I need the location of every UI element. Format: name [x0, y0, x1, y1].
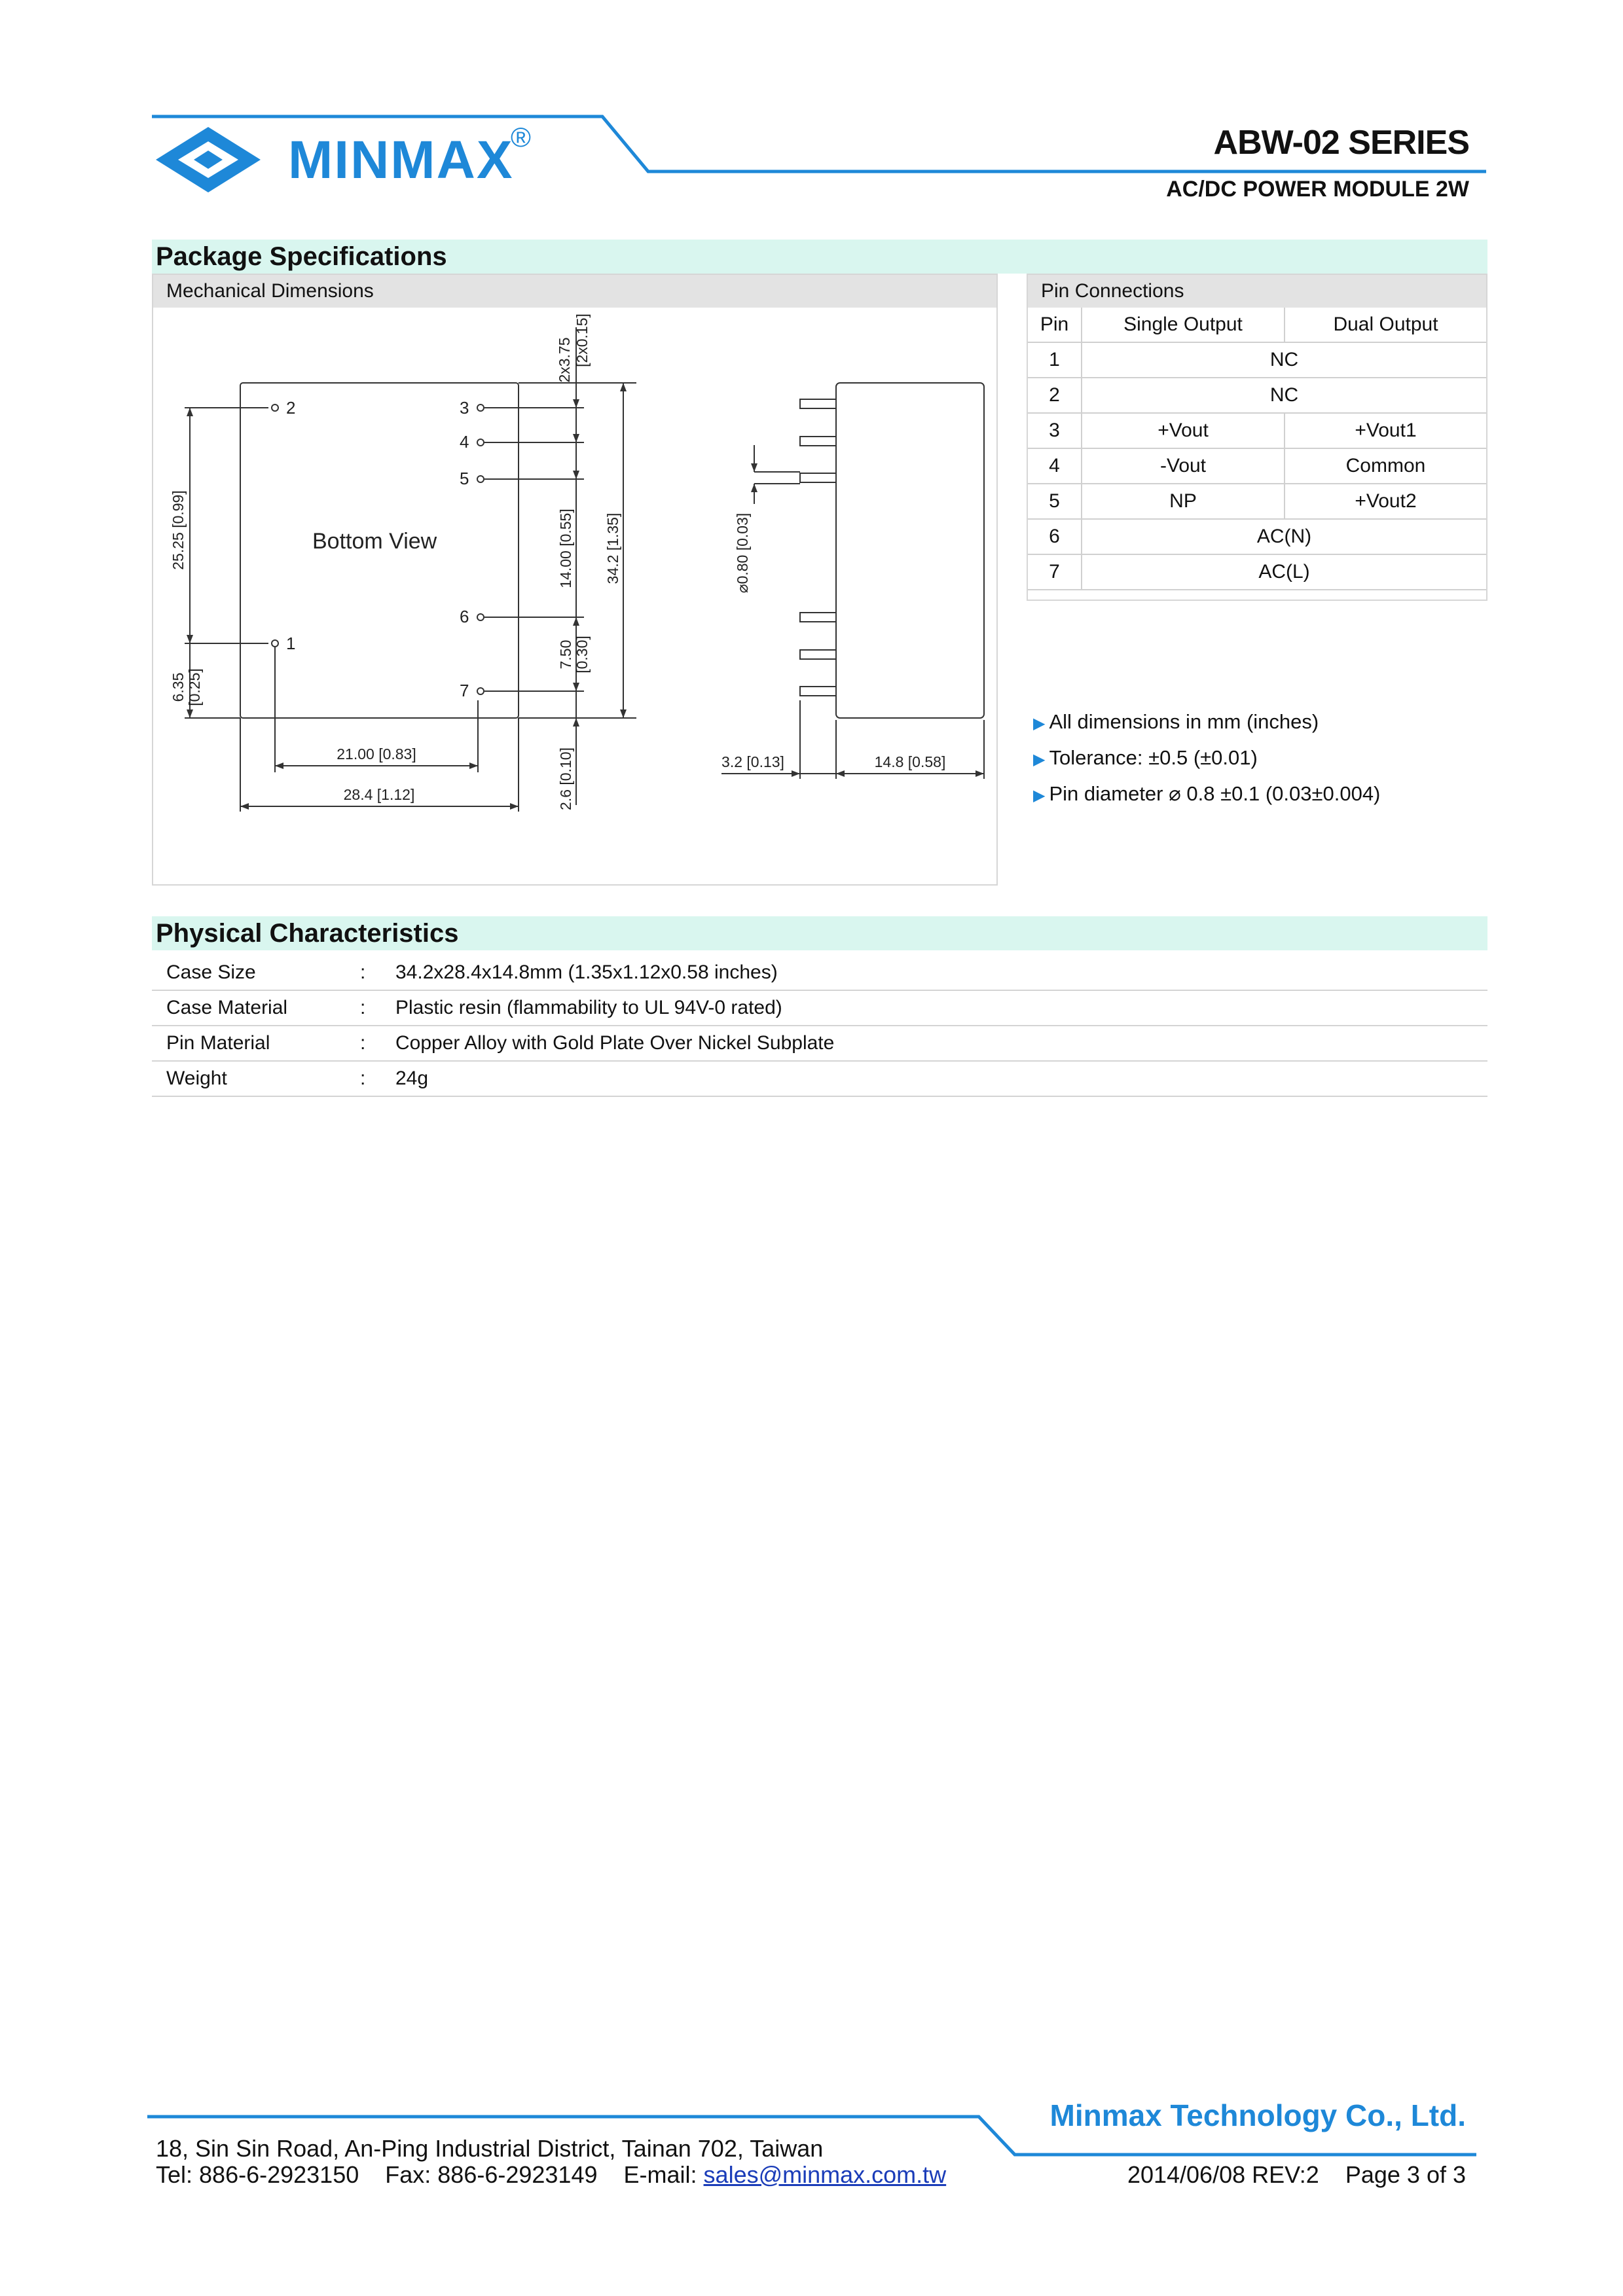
- function-cell: AC(L): [1082, 554, 1486, 590]
- table-row: [1028, 342, 1486, 378]
- table-row: [152, 991, 1487, 1026]
- row-label: Pin Material: [166, 1032, 270, 1054]
- series-title: ABW-02 SERIES: [1213, 124, 1469, 162]
- table-row: [152, 1062, 1487, 1097]
- row-colon: :: [360, 1032, 366, 1054]
- single-cell: NP: [1082, 484, 1285, 519]
- table-row: [1028, 413, 1486, 448]
- note-text: Pin diameter ⌀ 0.8 ±0.1 (0.03±0.004): [1049, 782, 1381, 805]
- table-row: [1028, 519, 1486, 554]
- pin-label: 4: [460, 432, 469, 452]
- pin-cell: 6: [1028, 519, 1082, 554]
- dim-label: 25.25 [0.99]: [170, 490, 187, 570]
- table-row: [152, 1026, 1487, 1062]
- row-label: Case Material: [166, 997, 288, 1018]
- header-cell: Pin: [1028, 308, 1082, 342]
- pin-table: [1028, 308, 1486, 590]
- footer-contact: [156, 2161, 946, 2189]
- pin-cell: 4: [1028, 448, 1082, 484]
- row-colon: :: [360, 997, 366, 1018]
- pin-cell: 3: [1028, 413, 1082, 448]
- triangle-bullet-icon: ▶: [1033, 715, 1046, 732]
- dim-label: ⌀0.80 [0.03]: [734, 512, 751, 594]
- dim-label: [0.25]: [186, 668, 203, 706]
- row-value: Copper Alloy with Gold Plate Over Nickel Subplate: [395, 1032, 835, 1054]
- row-value: 24g: [395, 1067, 429, 1089]
- row-colon: :: [360, 1067, 366, 1089]
- dual-cell: Common: [1285, 448, 1486, 484]
- footer-tel: Tel: 886-6-2923150: [156, 2161, 359, 2188]
- dim-label: 21.00 [0.83]: [337, 745, 416, 762]
- pin-cell: 5: [1028, 484, 1082, 519]
- table-row: [1028, 378, 1486, 413]
- physical-section-title: Physical Characteristics: [156, 919, 459, 948]
- footer-company: Minmax Technology Co., Ltd.: [1049, 2098, 1466, 2132]
- series-subtitle: AC/DC POWER MODULE 2W: [1166, 177, 1469, 202]
- registered-mark: ®: [511, 122, 531, 152]
- footer-email-link[interactable]: sales@minmax.com.tw: [703, 2161, 947, 2188]
- dim-label: 7.50: [557, 639, 574, 670]
- row-value: Plastic resin (flammability to UL 94V-0 rated): [395, 997, 782, 1018]
- pin-label: 7: [460, 681, 469, 700]
- pin-label: 3: [460, 398, 469, 418]
- function-cell: AC(N): [1082, 519, 1486, 554]
- note-tolerance: [1033, 746, 1258, 770]
- function-cell: NC: [1082, 378, 1486, 413]
- dim-label: 2.6 [0.10]: [557, 747, 574, 810]
- dim-label: 34.2 [1.35]: [604, 512, 621, 584]
- dim-label: 2x3.75: [556, 337, 573, 383]
- header-cell: Dual Output: [1285, 308, 1486, 342]
- dim-label: 6.35: [170, 672, 187, 702]
- row-label: Case Size: [166, 961, 256, 983]
- triangle-bullet-icon: ▶: [1033, 751, 1046, 768]
- dim-label: 14.8 [0.58]: [874, 753, 946, 770]
- note-text: Tolerance: ±0.5 (±0.01): [1049, 746, 1258, 769]
- mechanical-dimensions-header: Mechanical Dimensions: [153, 275, 996, 308]
- minmax-logo-icon: [156, 127, 261, 192]
- footer-address: 18, Sin Sin Road, An-Ping Industrial District, Tainan 702, Taiwan: [156, 2135, 824, 2162]
- footer-rev-page: [1127, 2161, 1466, 2189]
- dual-cell: +Vout1: [1285, 413, 1486, 448]
- logo-text: MINMAX: [288, 130, 514, 190]
- pin-label: 2: [286, 398, 296, 418]
- dim-label: [0.30]: [574, 636, 591, 673]
- dim-label: [2x0.15]: [574, 314, 591, 367]
- pin-cell: 1: [1028, 342, 1082, 378]
- note-dimensions: [1033, 710, 1319, 734]
- row-value: 34.2x28.4x14.8mm (1.35x1.12x0.58 inches): [395, 961, 778, 983]
- single-cell: -Vout: [1082, 448, 1285, 484]
- pin-label: 6: [460, 607, 469, 626]
- pin-label: 5: [460, 469, 469, 488]
- note-text: All dimensions in mm (inches): [1049, 710, 1319, 733]
- package-section-title: Package Specifications: [156, 242, 447, 271]
- dual-cell: +Vout2: [1285, 484, 1486, 519]
- row-label: Weight: [166, 1067, 227, 1089]
- footer-rev: 2014/06/08 REV:2: [1127, 2161, 1319, 2188]
- dim-label: 3.2 [0.13]: [721, 753, 784, 770]
- pin-cell: 7: [1028, 554, 1082, 590]
- note-pin-diameter: [1033, 782, 1380, 806]
- row-colon: :: [360, 961, 366, 983]
- table-row: [1028, 448, 1486, 484]
- single-cell: +Vout: [1082, 413, 1285, 448]
- footer-email-label: E-mail:: [623, 2161, 697, 2188]
- dim-label: 14.00 [0.55]: [557, 509, 574, 588]
- table-row: [152, 956, 1487, 991]
- footer-fax: Fax: 886-6-2923149: [385, 2161, 598, 2188]
- pin-label: 1: [286, 634, 296, 653]
- bottom-view-label: Bottom View: [312, 529, 437, 554]
- pin-table-header: [1028, 308, 1486, 342]
- pin-connections-header: Pin Connections: [1028, 275, 1486, 308]
- mechanical-drawing: [152, 308, 998, 884]
- header-cell: Single Output: [1082, 308, 1285, 342]
- footer-page: Page 3 of 3: [1345, 2161, 1466, 2188]
- triangle-bullet-icon: ▶: [1033, 787, 1046, 804]
- dim-label: 28.4 [1.12]: [343, 786, 415, 803]
- table-row: [1028, 484, 1486, 519]
- table-row: [1028, 554, 1486, 590]
- function-cell: NC: [1082, 342, 1486, 378]
- pin-cell: 2: [1028, 378, 1082, 413]
